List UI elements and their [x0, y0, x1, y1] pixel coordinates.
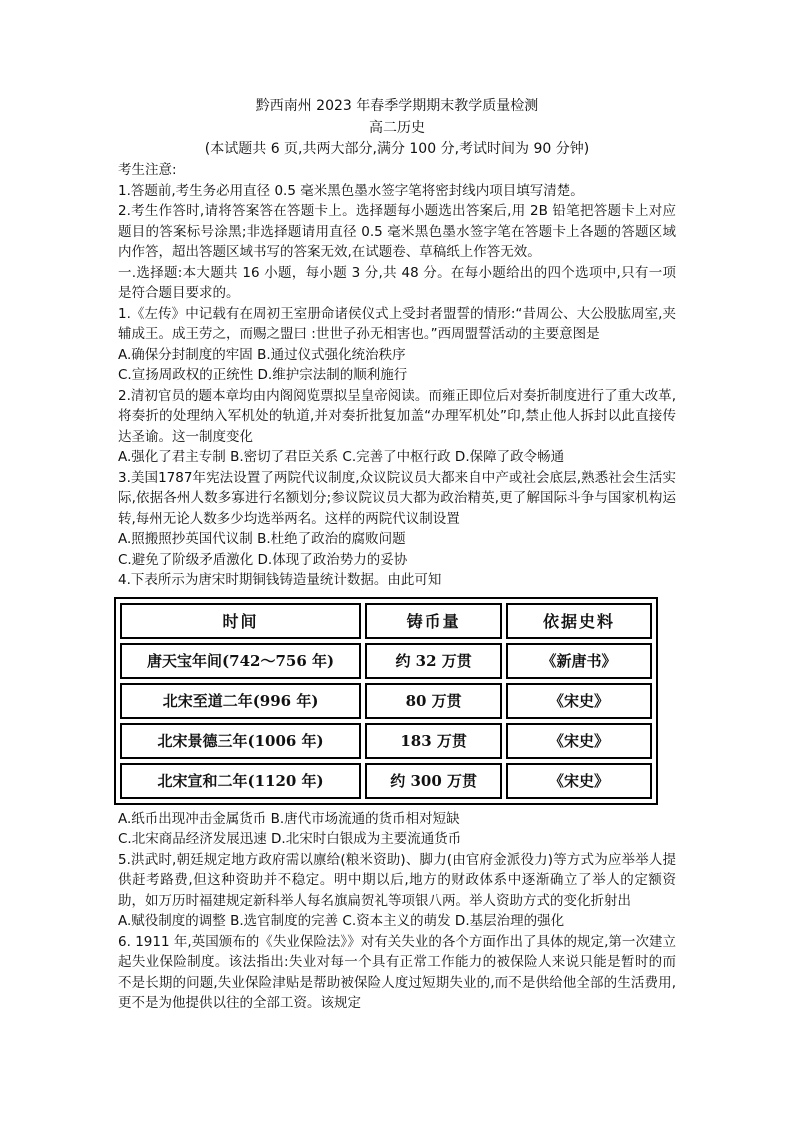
question-3-options-cd: C.避免了阶级矛盾激化 D.体现了政治势力的妥协 [118, 551, 408, 568]
table-cell: 80 万贯 [365, 683, 502, 719]
question-1-options-cd: C.宣扬周政权的正统性 D.维护宗法制的顺利施行 [118, 367, 408, 383]
table-row [120, 643, 652, 679]
question-1-options-ab: A.确保分封制度的牢固 B.通过仪式强化统治秩序 [118, 346, 406, 363]
exam-subject: 高二历史 [369, 120, 425, 136]
question-4-stem: 4.下表所示为唐宋时期铜钱铸造量统计数据。由此可知 [118, 572, 442, 588]
question-4-options-cd: C.北宋商品经济发展迅速 D.北宋时白银成为主要流通货币 [118, 831, 462, 847]
exam-title: 黔西南州 2023 年春季学期期末教学质量检测 [255, 98, 539, 114]
table-row [120, 723, 652, 759]
table-cell: 北宋至道二年(996 年) [120, 683, 361, 719]
table-header-cell: 依据史料 [506, 603, 652, 639]
question-2-stem: 2.清初官员的题本章均由内阁阅览票拟呈皇帝阅读。而雍正即位后对奏折制度进行了重大改革,将奏折的处理纳入军机处的轨道,并对奏折批复加盖“办理军机处”印,禁止他人拆封以此直接传达圣谕。这一制度变化 [118, 387, 676, 445]
question-3-stem: 3.美国1787年宪法设置了两院代议制度,众议院议员大都来自中产或社会底层,熟悉社会生活实际,依据各州人数多寡进行名额划分;参议院议员大都为政治精英,更了解国际斗争与国家机构运转,每州无论人数多少均选举两名。这样的两院代议制设置 [118, 469, 676, 527]
table-cell: 约 300 万贯 [365, 763, 502, 799]
question-5-stem: 5.洪武时,朝廷规定地方政府需以廪给(粮米资助)、脚力(由官府金派役力)等方式为应举举人提供赶考路费,但这种资助并不稳定。明中期以后,地方的财政体系中逐渐确立了举人的定额资助，如万历时福建规定新科举人每名旗扁贺礼等项银八两。举人资助方式的变化折射出 [118, 851, 676, 909]
note-2: 2.考生作答时,请将答案答在答题卡上。选择题每小题选出答案后,用 2B 铅笔把答题卡上对应题目的答案标号涂黑;非选择题请用直径 0.5 毫米黑色墨水签字笔在答题卡上各题的答题区域内作答，超出答题区域书写的答案无效,在试题卷、草稿纸上作答无效。 [118, 203, 676, 260]
table-cell: 约 32 万贯 [365, 643, 502, 679]
table-header-cell: 时间 [120, 603, 361, 639]
question-4-options-ab: A.纸币出现冲击金属货币 B.唐代市场流通的货币相对短缺 [118, 810, 460, 827]
table-cell: 唐天宝年间(742～756 年) [120, 643, 361, 679]
table-cell: 北宋景德三年(1006 年) [120, 723, 361, 759]
question-6-stem: 6. 1911 年,英国颁布的《失业保险法》》对有关失业的各个方面作出了具体的规定,第一次建立起失业保险制度。该法指出:失业对每一个具有正常工作能力的被保险人来说只能是暂时的而不是长期的问题,失业保险津贴是帮助被保险人度过短期失业的,而不是供给他全部的生活费用,更不是为他提供以往的全部工资。该规定 [118, 933, 676, 1011]
notes-heading: 考生注意: [118, 162, 177, 178]
table-header-row [120, 603, 652, 639]
table-cell: 北宋宣和二年(1120 年) [120, 763, 361, 799]
table-cell: 《宋史》 [506, 683, 652, 719]
table-cell: 《宋史》 [506, 723, 652, 759]
table-header-cell: 铸币量 [365, 603, 502, 639]
coin-production-table [114, 597, 658, 805]
table-row [120, 683, 652, 719]
question-1-stem: 1.《左传》中记载有在周初王室册命诸侯仪式上受封者盟誓的情形:“昔周公、大公股肱周室,夹辅成王。成王劳之，而赐之盟曰 :世世子孙无相害也。”西周盟誓活动的主要意图是 [118, 305, 676, 342]
table-row [120, 763, 652, 799]
table-cell: 183 万贯 [365, 723, 502, 759]
exam-info: (本试题共 6 页,共两大部分,满分 100 分,考试时间为 90 分钟) [204, 141, 590, 157]
question-3-options-ab: A.照搬照抄英国代议制 B.杜绝了政治的腐败问题 [118, 531, 406, 547]
table-cell: 《新唐书》 [506, 643, 652, 679]
section-1-heading: 一.选择题:本大题共 16 小题，每小题 3 分,共 48 分。在每小题给出的四个选项中,只有一项是符合题目要求的。 [118, 264, 676, 301]
note-1: 1.答题前,考生务必用直径 0.5 毫米黑色墨水签字笔将密封线内项目填写清楚。 [118, 182, 584, 199]
table-cell: 《宋史》 [506, 763, 652, 799]
question-5-options: A.赋役制度的调整 B.选官制度的完善 C.资本主义的萌发 D.基层治理的强化 [118, 913, 565, 929]
question-2-options: A.强化了君主专制 B.密切了君臣关系 C.完善了中枢行政 D.保障了政令畅通 [118, 449, 565, 465]
